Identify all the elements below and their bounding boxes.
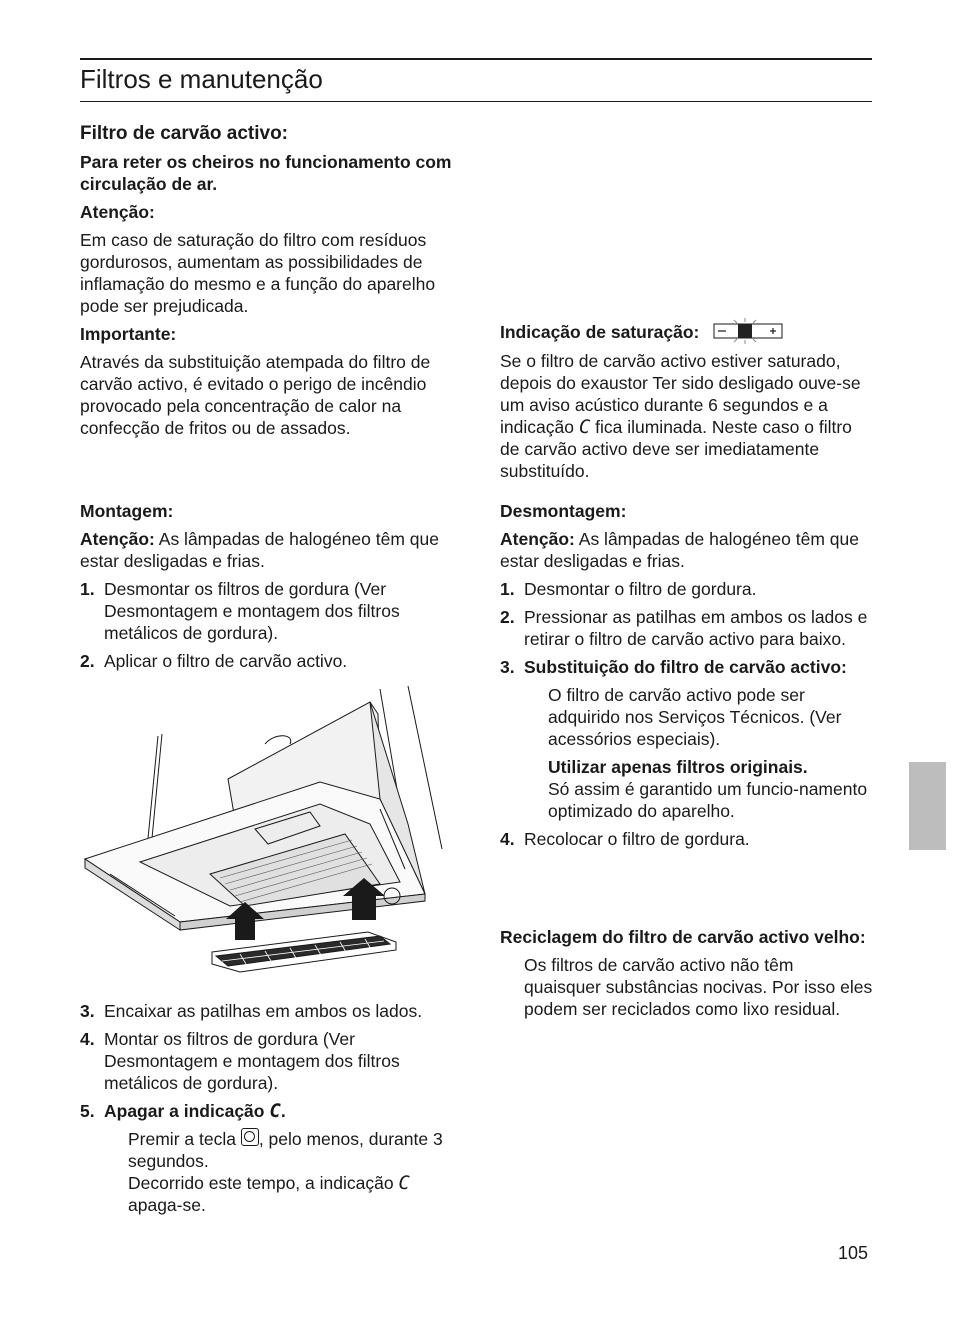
chapter-tab xyxy=(909,762,946,850)
carbon-indicator-symbol: C xyxy=(398,1172,410,1194)
dismantling-steps xyxy=(500,578,874,678)
carbon-indicator-symbol: C xyxy=(578,416,591,438)
step5-text-b: , pelo menos, durante 3 segundos. xyxy=(128,1129,443,1171)
recycling-section xyxy=(500,926,874,1020)
dismantling-steps-end xyxy=(500,828,874,850)
step-number: 3. xyxy=(500,657,515,677)
step-number: 5. xyxy=(80,1101,95,1121)
list-item xyxy=(80,650,460,672)
power-button-icon xyxy=(241,1128,259,1146)
mounting-attention-label: Atenção: xyxy=(80,529,155,549)
saturation-display-icon xyxy=(712,318,784,344)
list-item xyxy=(80,578,460,644)
top-rule xyxy=(80,58,872,60)
step3-text: O filtro de carvão activo pode ser adquirido nos Serviços Técnicos. (Ver acessórios especiais). xyxy=(548,685,842,749)
step-text: Encaixar as patilhas em ambos os lados. xyxy=(104,1001,423,1021)
step-text: Montar os filtros de gordura (Ver Desmontagem e montagem dos filtros metálicos de gordura). xyxy=(104,1029,400,1093)
attention-label: Atenção: xyxy=(80,202,155,222)
left-column xyxy=(80,122,460,439)
step5-text xyxy=(80,1128,460,1216)
step5-period: . xyxy=(280,1101,286,1121)
mounting-heading: Montagem: xyxy=(80,501,174,521)
recycling-text: Os filtros de carvão activo não têm quaisquer substâncias nocivas. Por isso eles podem ser reciclados como lixo residual. xyxy=(524,955,873,1019)
step-number: 1. xyxy=(500,579,515,599)
step-text: Recolocar o filtro de gordura. xyxy=(524,829,750,849)
step-number: 2. xyxy=(80,651,95,671)
list-item xyxy=(500,656,874,678)
mounting-steps-a xyxy=(80,578,460,672)
step-number: 4. xyxy=(500,829,515,849)
saturation-text-b: fica iluminada. Neste caso o filtro de carvão activo deve ser imediatamente substituído. xyxy=(500,417,852,481)
list-item xyxy=(500,578,874,600)
step-number: 3. xyxy=(80,1001,95,1021)
step-number: 4. xyxy=(80,1029,95,1049)
carbon-indicator-symbol: C xyxy=(269,1100,281,1122)
step5-text-d: apaga-se. xyxy=(128,1195,206,1215)
dismantling-attention-text: As lâmpadas de halogéneo têm que estar desligadas e frias. xyxy=(500,529,859,571)
step-text: Aplicar o filtro de carvão activo. xyxy=(104,651,348,671)
dismantling-attention xyxy=(500,528,874,572)
step-number: 2. xyxy=(500,607,515,627)
mounting-attention-text: As lâmpadas de halogéneo têm que estar desligadas e frias. xyxy=(80,529,439,571)
page-number: 105 xyxy=(838,1243,869,1263)
title-rule xyxy=(80,101,872,102)
important-label: Importante: xyxy=(80,324,177,344)
step5-title: Apagar a indicação xyxy=(104,1101,265,1121)
dismantling-heading: Desmontagem: xyxy=(500,501,627,521)
step3-bold: Utilizar apenas filtros originais. xyxy=(548,757,808,777)
list-item xyxy=(80,1000,460,1022)
step-number: 1. xyxy=(80,579,95,599)
saturation-text xyxy=(500,350,874,482)
dismantling-section xyxy=(500,500,874,850)
saturation-text-a: Se o filtro de carvão activo estiver saturado, depois do exaustor Ter sido desligado ouve-se um aviso acústico durante 6 segundos e a indicação xyxy=(500,351,861,437)
saturation-heading xyxy=(500,318,874,344)
step-text: Desmontar os filtros de gordura (Ver Desmontagem e montagem dos filtros metálicos de gordura). xyxy=(104,579,400,643)
carbon-filter-heading: Filtro de carvão activo: xyxy=(80,123,289,144)
dismantling-attention-label: Atenção: xyxy=(500,529,575,549)
recycling-heading: Reciclagem do filtro de carvão activo velho: xyxy=(500,927,866,947)
mounting-section xyxy=(80,500,460,672)
carbon-filter-subheading: Para reter os cheiros no funcionamento com circulação de ar. xyxy=(80,152,452,194)
step3-text2: Só assim é garantido um funcio-namento optimizado do aparelho. xyxy=(548,779,868,821)
saturation-heading-text: Indicação de saturação: xyxy=(500,322,700,342)
mounting-attention xyxy=(80,528,460,572)
step3-title: Substituição do filtro de carvão activo: xyxy=(524,657,847,677)
step5-text-c: Decorrido este tempo, a indicação xyxy=(128,1173,399,1193)
mounting-section-continued xyxy=(80,1000,460,1216)
list-item xyxy=(80,1028,460,1094)
step-text: Pressionar as patilhas em ambos os lados e retirar o filtro de carvão activo para baixo. xyxy=(524,607,868,649)
page-title: Filtros e manutenção xyxy=(80,64,323,94)
list-item xyxy=(500,828,874,850)
list-item xyxy=(500,606,874,650)
important-text: Através da substituição atempada do filtro de carvão activo, é evitado o perigo de incêndio provocado pela concentração de calor na confecção de fritos ou de assados. xyxy=(80,352,431,438)
saturation-section xyxy=(500,318,874,482)
mounting-steps-b xyxy=(80,1000,460,1122)
attention-text: Em caso de saturação do filtro com resíduos gordurosos, aumentam as possibilidades de inflamação do mesmo e a função do aparelho pode ser prejudicada. xyxy=(80,230,436,316)
step-text: Desmontar o filtro de gordura. xyxy=(524,579,757,599)
list-item xyxy=(80,1100,460,1122)
hood-filter-illustration xyxy=(80,684,460,980)
step5-text-a: Premir a tecla xyxy=(128,1129,241,1149)
